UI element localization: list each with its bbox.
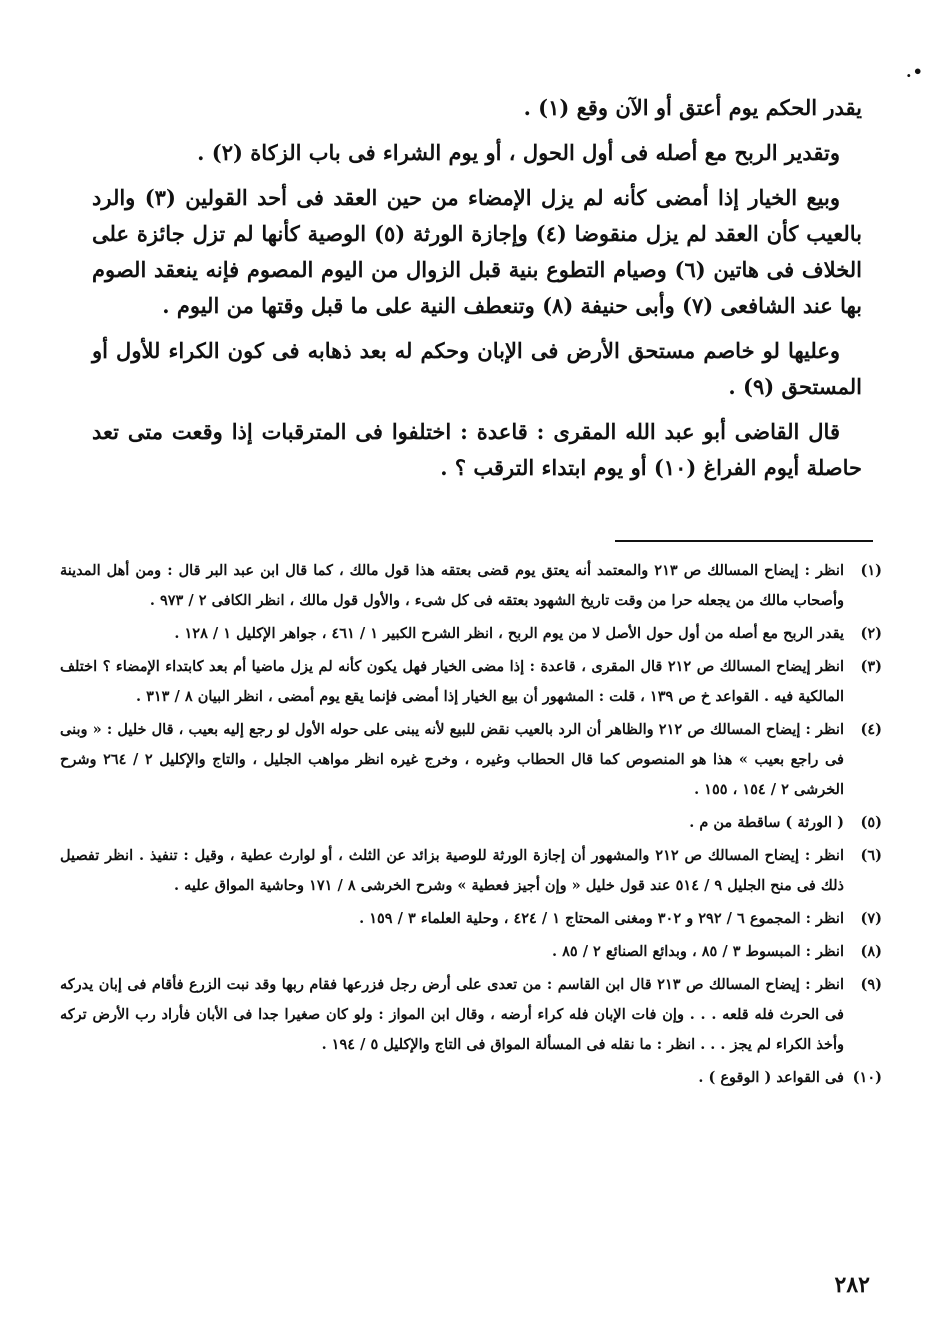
footnote-number: (٣) <box>860 658 882 675</box>
footnote-text: انظر : إيضاح المسالك ص ٢١٢ والظاهر أن الرد بالعيب نقض للبيع لأنه يبنى على حوله الأول لو رجع إليه بعيب ، قال خليل : « وبنى فى راجع بعيب » هذا هو المنصوص كما قال الحطاب وغيره ، وخرج غيره انظر مواهب الجليل ، والتاج والإكليل ٢ / ٢٦٤ وشرح الخرشى ٢ / ١٥٤ ، ١٥٥ . <box>60 721 844 798</box>
footnote-text: انظر : إيضاح المسالك ص ٢١٣ قال ابن القاسم : من تعدى على أرض رجل فزرعها فقام ربها وقد نبت الزرع فأقام فى إبان يدركه فى الحرث فله قلعه . . . وإن فات الإبان فله كراء أرضه ، وقال ابن المواز : ولو كان صغيرا جدا فى الأبان فأراد رب الأرض تركه وأخذ الكراء لم يجز . . . انظر : ما نقله فى المسألة المواق فى التاج والإكليل ٥ / ١٩٤ . <box>60 976 844 1053</box>
footnote <box>60 937 882 967</box>
paragraph-1: يقدر الحكم يوم أعتق أو الآن وقع (١) . <box>523 95 862 120</box>
paragraph-4: وعليها لو خاصم مستحق الأرض فى الإبان وحكم له بعد ذهابه فى كون الكراء للأول أو المستحق (٩) . <box>92 338 862 399</box>
footnote-text: انظر : إيضاح المسالك ص ٢١٣ والمعتمد أنه يعتق يوم قضى بعتقه هذا قول مالك ، كما قال ابن عبد البر قال : ومن أهل المدينة وأصحاب مالك من يجعله حرا من وقت تاريخ الشهود بعتقه فى كل شىء ، والأول قول مالك ، انظر الكافى ٢ / ٩٧٣ . <box>60 562 844 609</box>
footnote-number: (٩) <box>860 976 882 993</box>
footnote-number: (٧) <box>860 910 882 927</box>
footnote-text: ( الورثة ) ساقطة من م . <box>689 814 844 831</box>
footnote-text: انظر : المبسوط ٣ / ٨٥ ، وبدائع الصنائع ٢ / ٨٥ . <box>551 943 844 960</box>
footnote-text: يقدر الربح مع أصله من أول حول الأصل لا من يوم الربح ، انظر الشرح الكبير ١ / ٤٦١ ، جواهر الإكليل ١ / ١٢٨ . <box>174 625 844 642</box>
footnote <box>60 556 882 616</box>
paragraph-5: قال القاضى أبو عبد الله المقرى : قاعدة : اختلفوا فى المترقبات إذا وقعت متى تعد حاصلة أيوم الفراغ (١٠) أو يوم ابتداء الترقب ؟ . <box>92 419 862 480</box>
footnote-text: انظر إيضاح المسالك ص ٢١٢ قال المقرى ، قاعدة : إذا مضى الخيار فهل يكون كأنه لم يزل ماضيا أم بعد كابتداء الإمضاء ؟ اختلف المالكية فيه . القواعد خ ص ١٣٩ ، قلت : المشهور أن بيع الخيار إذا أمضى فإنما يقع يوم أمضى ، انظر البيان ٨ / ٣١٣ . <box>60 658 844 705</box>
footnote <box>60 652 882 712</box>
page-number: ٢٨٢ <box>834 1272 870 1298</box>
footnote <box>60 808 882 838</box>
footnote-separator <box>615 540 873 542</box>
footnote-text: فى القواعد ( الوقوع ) . <box>698 1069 844 1086</box>
paragraph-2: وتقدير الربح مع أصله فى أول الحول ، أو يوم الشراء فى باب الزكاة (٢) . <box>197 140 840 165</box>
footnote-number: (١٠) <box>852 1069 882 1086</box>
footnote <box>60 1063 882 1093</box>
footnote-number: (٥) <box>860 814 882 831</box>
footnote-number: (٨) <box>860 943 882 960</box>
footnote-number: (١) <box>860 562 882 579</box>
footnotes <box>60 556 882 1096</box>
footnote-number: (٦) <box>860 847 882 864</box>
paragraph-3: وبيع الخيار إذا أمضى كأنه لم يزل الإمضاء من حين العقد فى أحد القولين (٣) والرد بالعيب كأن العقد لم يزل منقوضا (٤) وإجازة الورثة (٥) الوصية كأنها لم تزل جائزة على الخلاف فى هاتين (٦) وصيام التطوع بنية قبل الزوال من اليوم المصوم فإنه ينعقد الصوم بها عند الشافعى (٧) وأبى حنيفة (٨) وتنعطف النية على ما قبل وقتها من اليوم . <box>92 185 863 318</box>
footnote <box>60 970 882 1060</box>
footnote-number: (٢) <box>860 625 882 642</box>
footnote <box>60 619 882 649</box>
footnote <box>60 904 882 934</box>
footnote-number: (٤) <box>860 721 882 738</box>
footnote <box>60 715 882 805</box>
main-text <box>92 90 862 495</box>
footnote-text: انظر : المجموع ٦ / ٢٩٢ و ٣٠٢ ومغنى المحتاج ١ / ٤٢٤ ، وحلية العلماء ٣ / ١٥٩ . <box>359 910 844 927</box>
footnote-text: انظر : إيضاح المسالك ص ٢١٢ والمشهور أن إجازة الورثة للوصية بزائد عن الثلث ، أو لوارث عطية ، وقيل : تنفيذ . انظر تفصيل ذلك فى منح الجليل ٩ / ٥١٤ عند قول خليل « وإن أجيز فعطية » وشرح الخرشى ٨ / ١٧١ وحاشية المواق عليه . <box>60 847 844 894</box>
footnote <box>60 841 882 901</box>
corner-mark: •. <box>906 62 924 81</box>
